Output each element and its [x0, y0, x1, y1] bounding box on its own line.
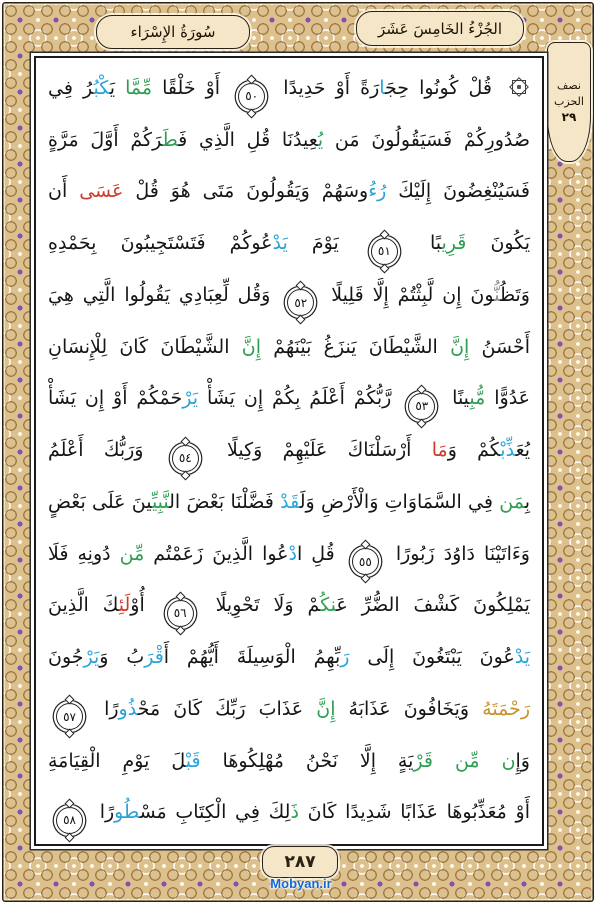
verse-number-marker	[167, 600, 194, 627]
quran-text-segment: وَتَظُ	[499, 283, 530, 306]
quran-text-segment: ا	[379, 77, 386, 99]
quran-text-segment: رَكُمْ أَوَّلَ مَرَّةٍ	[48, 128, 163, 151]
quran-line	[48, 736, 530, 788]
quran-text-segment: فَضَّلْنَا بَعْضَ ال	[169, 490, 281, 513]
quran-text-segment: يَرْ	[83, 646, 100, 669]
quran-text-segment: أَرْسَلْنَاكَ عَلَيْهِمْ وَكِيلًا	[206, 439, 432, 462]
quran-text-segment: لَئِ	[118, 594, 131, 617]
quran-text-segment: عُوا الَّذِينَ زَعَمْتُم	[144, 542, 289, 565]
verse-number: ٥٦	[173, 606, 187, 621]
page-number-cartouche	[262, 846, 338, 878]
juz-cartouche	[356, 11, 524, 46]
quran-text-segment: يُعَ	[515, 439, 531, 462]
quran-text-segment: وَيَخَافُونَ عَذَابَهُ	[335, 697, 483, 720]
quran-text-segment: رُءُ	[368, 180, 387, 203]
quran-text-segment: كُمْ وَ	[447, 439, 501, 462]
quran-text-segment: عِيدُنَا قُلِ الَّذِي فَ	[178, 128, 318, 151]
quran-line	[48, 322, 530, 374]
quran-text-segment: أَوْ مُعَذِّبُوهَا عَذَابًا شَدِيدًا كَانَ	[298, 801, 530, 824]
quran-text-segment: كَ الَّذِينَ	[48, 594, 119, 617]
quran-lines	[48, 63, 530, 839]
quran-text-segment: رَحْمَتَهُ	[482, 697, 530, 720]
watermark-text: Mobyan.ir	[270, 876, 332, 891]
quran-text-segment: طَ	[162, 128, 179, 151]
quran-text-segment: لِكَ فِي الْكِتَابِ مَسْ	[139, 801, 291, 824]
hizb-marker-cartouche	[547, 42, 591, 162]
quran-text-segment: يَدْ	[514, 646, 530, 669]
quran-text-segment: رًا	[91, 697, 119, 720]
juz-label: الجُزْءُ الخَامِسَ عَشَرَ	[377, 19, 503, 38]
rub-el-hizb-icon	[508, 76, 530, 98]
quran-text-segment: وَإِ	[515, 749, 530, 772]
quran-text-segment: الشَّيْطَانَ يَنزَغُ بَيْنَهُمْ	[260, 335, 451, 358]
quran-text-segment: إِنَّ	[316, 697, 336, 720]
quran-text-segment: صُدُورِكُمْ فَسَيَقُولُونَ مَن	[323, 128, 530, 151]
verse-number-marker	[172, 445, 199, 472]
quran-text-segment: يَةٍ إِلَّا نَحْنُ مُهْلِكُوهَا	[200, 749, 414, 772]
quran-text-segment: عُوكُمْ فَتَسْتَجِيبُونَ بِحَمْدِهِ	[48, 232, 273, 255]
quran-text-segment: دُونِهِ فَلَا	[48, 542, 120, 565]
quran-text-segment: مِّمَّا	[125, 77, 153, 99]
quran-text-segment: عَسَى	[79, 180, 124, 203]
quran-text-segment: يَ	[109, 77, 126, 99]
verse-number: ٥١	[377, 244, 391, 259]
quran-text-segment: بًا	[405, 232, 442, 255]
quran-text-segment: أُوْ	[130, 594, 159, 617]
quran-text-segment: ذِّبْ	[500, 439, 516, 462]
quran-text-segment: ينَ عَلَى بَعْضٍ	[48, 490, 152, 513]
quran-text-segment: قُلِ ا	[296, 542, 344, 565]
quran-text-segment	[433, 750, 455, 772]
verse-number: ٥٠	[245, 89, 259, 103]
verse-number-marker	[352, 548, 379, 575]
quran-text-segment: إِنَّ	[450, 335, 470, 358]
quran-line	[48, 632, 530, 684]
quran-text-segment: الشَّيْطَانَ كَانَ لِلْإِنسَانِ	[48, 335, 242, 358]
quran-text-segment: أَوْ خَلْقًا	[152, 77, 231, 99]
quran-text-segment: قَرْ	[413, 749, 433, 772]
quran-text-segment: ذُو	[118, 697, 138, 720]
quran-text-segment: ونَ إِن لَّبِثْتُمْ إِلَّا قَلِيلًا	[322, 283, 495, 306]
quran-text-segment: أَن	[48, 180, 80, 203]
quran-line	[48, 270, 530, 322]
quran-text-segment: رَّبُّكُمْ أَعْلَمُ بِكُمْ إِن يَشَأْ	[198, 387, 401, 410]
quran-line	[48, 529, 530, 581]
hizb-number: ٢٩	[561, 110, 577, 125]
quran-text-segment: دْ	[288, 542, 297, 565]
quran-text-segment: بُ وَ	[99, 646, 145, 669]
quran-text-segment: لَ يَوْمِ الْقِيَامَةِ	[48, 749, 186, 772]
verse-number-marker	[371, 238, 398, 265]
verse-number-marker	[287, 289, 314, 316]
quran-text-segment: عُونَ يَبْتَغُونَ إِلَى	[349, 646, 515, 669]
quran-text-segment: قُلْ كُونُوا حِجَ	[385, 77, 503, 99]
quran-text-segment: حَمْكُمْ أَوْ إِن يَشَأْ	[48, 387, 183, 410]
quran-text-segment: وَقُل لِّعِبَادِي يَقُولُوا الَّتِي هِيَ	[48, 283, 280, 306]
quran-text-segment: قَدْ	[280, 490, 300, 513]
quran-text-segment: قْرَ	[144, 646, 164, 669]
quran-text-segment: مُّبِ	[469, 387, 486, 410]
surah-label: سُورَةُ الإِسْرَاء	[130, 23, 216, 41]
quran-text-segment: يَوْمَ	[287, 232, 363, 255]
quran-text-segment: فِي السَّمَاوَاتِ وَالْأَرْضِ وَلَ	[299, 490, 500, 513]
quran-text-segment: رَةً أَوْ حَدِيدًا	[273, 77, 380, 99]
verse-number-marker	[56, 703, 83, 730]
quran-line	[48, 425, 530, 477]
quran-text-segment: عَذَابَ رَبِّكَ كَانَ مَحْ	[137, 697, 317, 720]
quran-text-segment: ذَ	[290, 801, 299, 824]
quran-text-segment: وَءَاتَيْنَا دَاوُدَ زَبُورًا	[386, 542, 530, 565]
quran-text-segment: يَمْلِكُونَ كَشْفَ الضُّرِّ عَ	[336, 594, 530, 617]
quran-text-segment: رًا	[91, 801, 115, 824]
quran-text-segment: ينًا	[443, 387, 470, 410]
quran-text-segment: يَكُونَ	[466, 232, 530, 255]
quran-text-segment: مِّن	[119, 542, 145, 565]
verse-number-marker	[56, 807, 83, 834]
quran-line	[48, 166, 530, 218]
quran-line	[48, 63, 530, 115]
quran-line	[48, 787, 530, 839]
surah-cartouche	[96, 15, 250, 49]
quran-line	[48, 477, 530, 529]
quran-text-segment: مْ وَلَا تَحْوِيلًا	[201, 594, 321, 617]
quran-text-segment: نكُ	[320, 594, 337, 617]
quran-text-segment: رُ فِي	[48, 77, 94, 99]
verse-number: ٥٤	[178, 451, 192, 466]
verse-number-marker	[238, 83, 265, 110]
quran-text-segment: يَرْ	[182, 387, 199, 410]
quran-text-segment: بِ	[524, 490, 530, 513]
page-number: ٢٨٧	[284, 852, 316, 872]
hizb-marker-line2: الحزب	[554, 94, 584, 108]
verse-number-marker	[408, 393, 435, 420]
quran-text-segment: وَرَبُّكَ أَعْلَمُ	[48, 439, 164, 462]
quran-text-segment: عَدُوًّا	[485, 387, 531, 410]
quran-text-frame	[34, 56, 544, 846]
quran-text-segment: قَبْ	[185, 749, 201, 772]
quran-line	[48, 218, 530, 270]
quran-text-segment: يَدْ	[272, 232, 288, 255]
quran-text-segment: بِّهِمُ الْوَسِيلَةَ أَيُّهُمْ أَ	[163, 646, 341, 669]
quran-text-segment: نَّبِيِّ	[151, 490, 170, 513]
quran-text-segment: وسَهُمْ وَيَقُولُونَ مَتَى هُوَ قُلْ	[123, 180, 369, 203]
verse-number: ٥٣	[415, 399, 429, 414]
verse-number: ٥٧	[63, 709, 76, 724]
quran-line	[48, 115, 530, 167]
quran-line	[48, 684, 530, 736]
quran-line	[48, 373, 530, 425]
quran-text-segment: إِنَّ	[241, 335, 261, 358]
quran-text-segment: مَن	[499, 490, 525, 513]
quran-text-segment: يُ	[317, 128, 324, 151]
quran-line	[48, 580, 530, 632]
quran-text-segment: أَحْسَنُ	[469, 335, 530, 358]
quran-text-segment: كْبُ	[93, 77, 110, 99]
quran-text-segment: رَ	[340, 646, 350, 669]
quran-text-segment: طُو	[114, 801, 140, 824]
quran-text-segment: فَسَيُنْغِضُونَ إِلَيْكَ	[386, 180, 530, 203]
verse-number: ٥٢	[294, 295, 308, 310]
quran-text-segment: جُونَ	[48, 646, 84, 669]
verse-number: ٥٥	[358, 554, 372, 569]
quran-text-segment: نُّ	[494, 283, 500, 306]
hizb-marker-line1: نصف	[557, 78, 581, 92]
verse-number: ٥٨	[63, 813, 76, 828]
quran-text-segment: قَرِي	[441, 232, 467, 255]
quran-text-segment: مَا	[431, 439, 448, 462]
quran-text-segment: ن مِّن	[454, 749, 516, 772]
